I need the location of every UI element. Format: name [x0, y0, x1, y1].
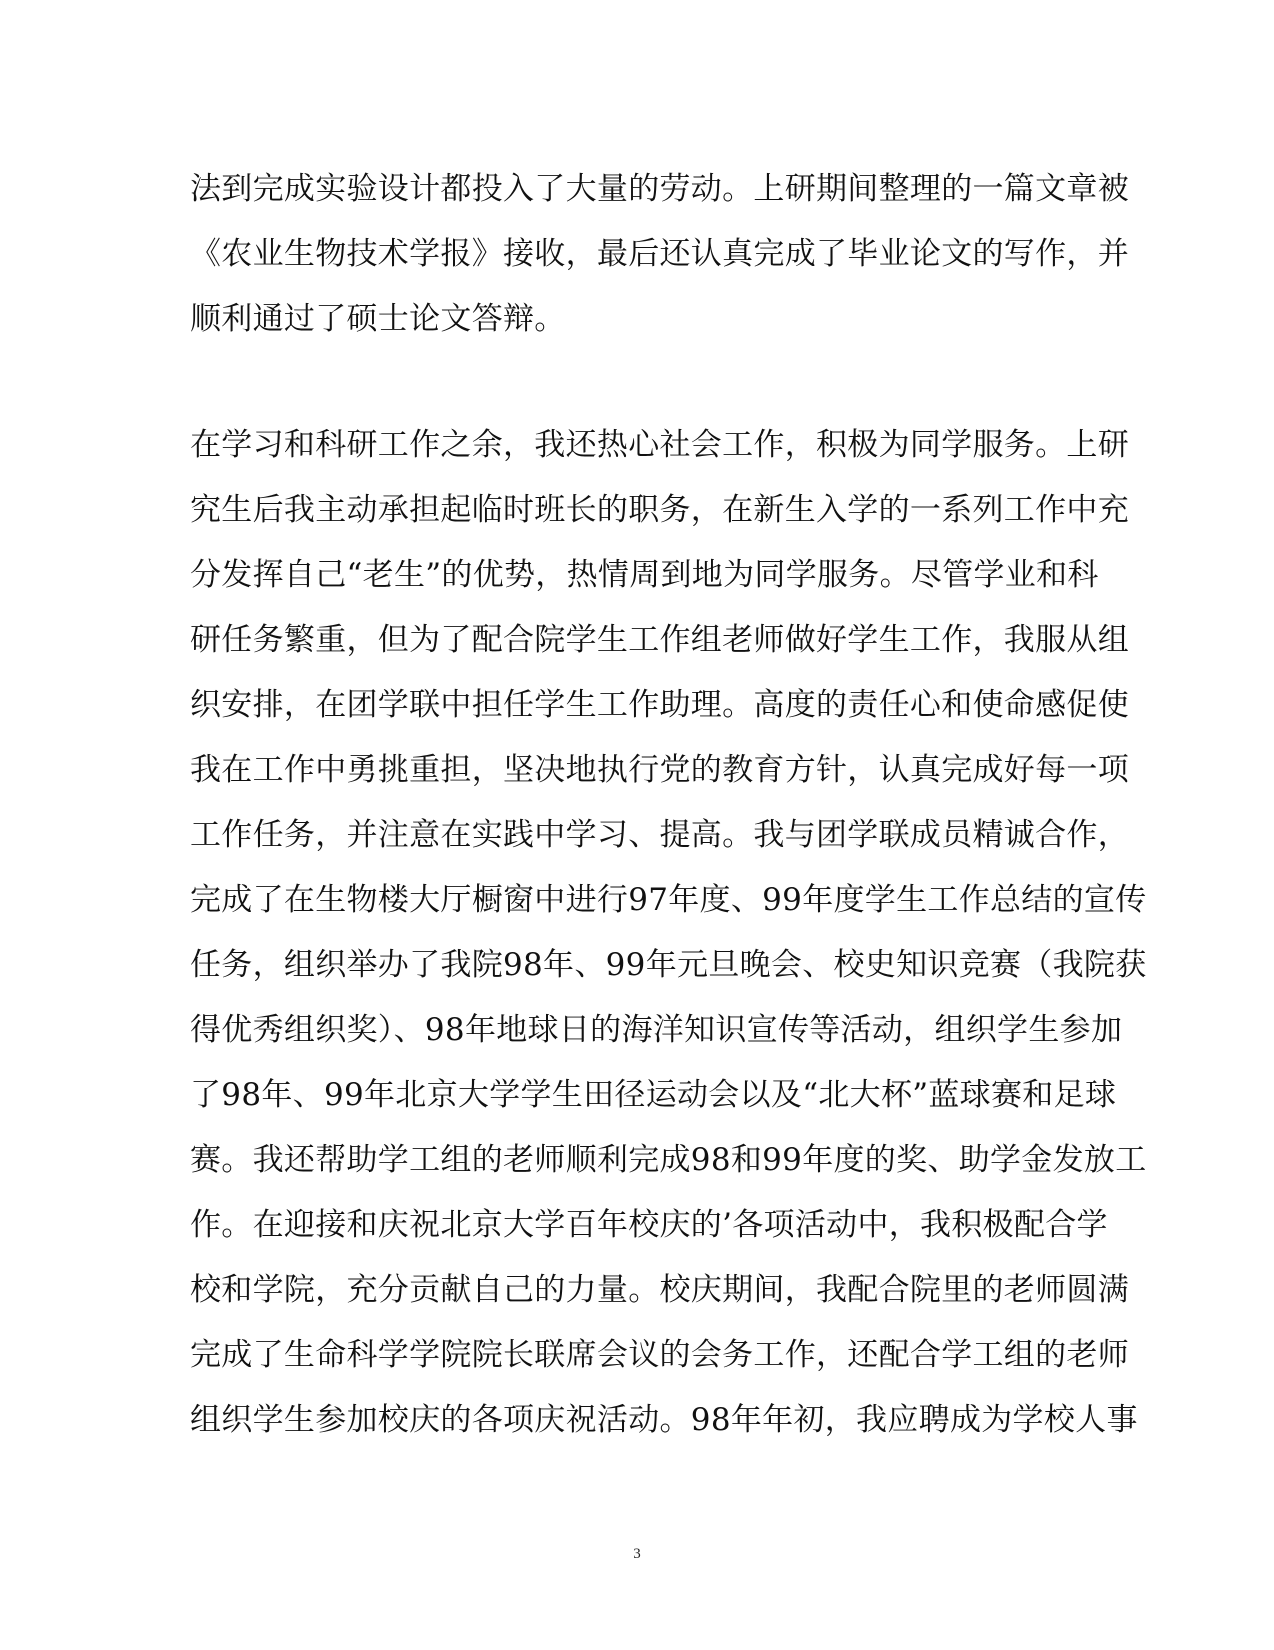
text-line: 法到完成实验设计都投入了大量的劳动。上研期间整理的一篇文章被 — [190, 171, 1129, 207]
text-line: 《农业生物技术学报》接收，最后还认真完成了毕业论文的写作，并 — [190, 236, 1129, 272]
text-line: 作。在迎接和庆祝北京大学百年校庆的’各项活动中，我积极配合学 — [190, 1207, 1108, 1243]
text-line: 织安排，在团学联中担任学生工作助理。高度的责任心和使命感促使 — [190, 687, 1129, 723]
text-line: 组织学生参加校庆的各项庆祝活动。98年年初，我应聘成为学校人事 — [190, 1402, 1138, 1438]
text-line: 研任务繁重，但为了配合院学生工作组老师做好学生工作，我服从组 — [190, 622, 1129, 658]
text-line: 得优秀组织奖）、98年地球日的海洋知识宣传等活动，组织学生参加 — [190, 1012, 1123, 1048]
text-line: 校和学院，充分贡献自己的力量。校庆期间，我配合院里的老师圆满 — [190, 1272, 1129, 1308]
text-line: 完成了生命科学学院院长联席会议的会务工作，还配合学工组的老师 — [190, 1337, 1129, 1373]
paragraph-thesis-completion — [190, 157, 1129, 352]
text-line: 分发挥自己“老生”的优势，热情周到地为同学服务。尽管学业和科 — [190, 557, 1099, 593]
text-line: 究生后我主动承担起临时班长的职务，在新生入学的一系列工作中充 — [190, 492, 1129, 528]
text-line: 顺利通过了硕士论文答辩。 — [190, 301, 566, 337]
text-line: 完成了在生物楼大厅橱窗中进行97年度、99年度学生工作总结的宣传 — [190, 882, 1147, 918]
text-line: 工作任务，并注意在实践中学习、提高。我与团学联成员精诚合作， — [190, 817, 1129, 853]
text-line: 了98年、99年北京大学学生田径运动会以及“北大杯”蓝球赛和足球 — [190, 1077, 1117, 1113]
text-line: 任务，组织举办了我院98年、99年元旦晚会、校史知识竞赛（我院获 — [190, 947, 1147, 983]
text-line: 在学习和科研工作之余，我还热心社会工作，积极为同学服务。上研 — [190, 427, 1129, 463]
page-number: 3 — [633, 1546, 641, 1562]
text-line: 我在工作中勇挑重担，坚决地执行党的教育方针，认真完成好每一项 — [190, 752, 1129, 788]
paragraph-social-work — [190, 413, 1147, 1453]
text-line: 赛。我还帮助学工组的老师顺利完成98和99年度的奖、助学金发放工 — [190, 1142, 1147, 1178]
